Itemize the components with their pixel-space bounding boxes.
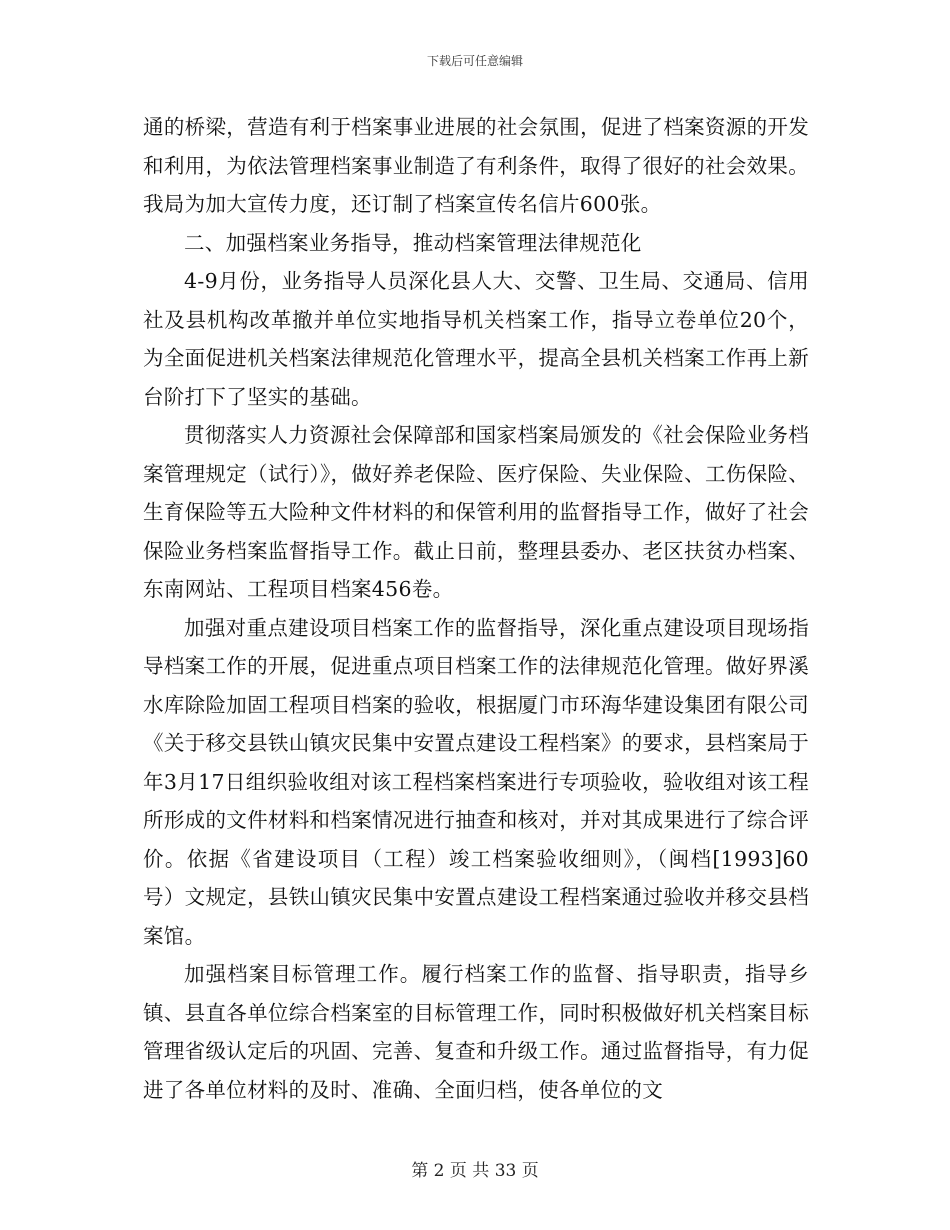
document-body [143, 108, 809, 1109]
paragraph-continuation: 通的桥梁，营造有利于档案事业进展的社会氛围，促进了档案资源的开发和利用，为依法管理档案事业制造了有利条件，取得了很好的社会效果。我局为加大宣传力度，还订制了档案宣传名信片600张。 [143, 115, 809, 216]
section-heading: 二、加强档案业务指导，推动档案管理法律规范化 [184, 230, 642, 255]
paragraph: 贯彻落实人力资源社会保障部和国家档案局颁发的《社会保险业务档案管理规定（试行）》，做好养老保险、医疗保险、失业保险、工伤保险、生育保险等五大险种文件材料的和保管利用的监督指导工作，做好了社会保险业务档案监督指导工作。截止日前，整理县委办、老区扶贫办档案、东南网站、工程项目档案456卷。 [143, 423, 809, 601]
page-number-footer: 第 2 页 共 33 页 [411, 1161, 539, 1181]
paragraph: 加强档案目标管理工作。履行档案工作的监督、指导职责，指导乡镇、县直各单位综合档案室的目标管理工作，同时积极做好机关档案目标管理省级认定后的巩固、完善、复查和升级工作。通过监督指导，有力促进了各单位材料的及时、准确、全面归档，使各单位的文 [143, 962, 809, 1102]
page-header-note: 下载后可任意编辑 [426, 54, 523, 68]
paragraph: 4-9月份，业务指导人员深化县人大、交警、卫生局、交通局、信用社及县机构改革撤并单位实地指导机关档案工作，指导立卷单位20个，为全面促进机关档案法律规范化管理水平，提高全县机关档案工作再上新台阶打下了坚实的基础。 [143, 269, 809, 409]
paragraph: 加强对重点建设项目档案工作的监督指导，深化重点建设项目现场指导档案工作的开展，促进重点项目档案工作的法律规范化管理。做好界溪水库除险加固工程项目档案的验收，根据厦门市环海华建设集团有限公司《关于移交县铁山镇灾民集中安置点建设工程档案》的要求，县档案局于年3月17日组织验收组对该工程档案档案进行专项验收，验收组对该工程所形成的文件材料和档案情况进行抽查和核对，并对其成果进行了综合评价。依据《省建设项目（工程）竣工档案验收细则》，（闽档[1993]60号）文规定，县铁山镇灾民集中安置点建设工程档案通过验收并移交县档案馆。 [143, 615, 809, 948]
